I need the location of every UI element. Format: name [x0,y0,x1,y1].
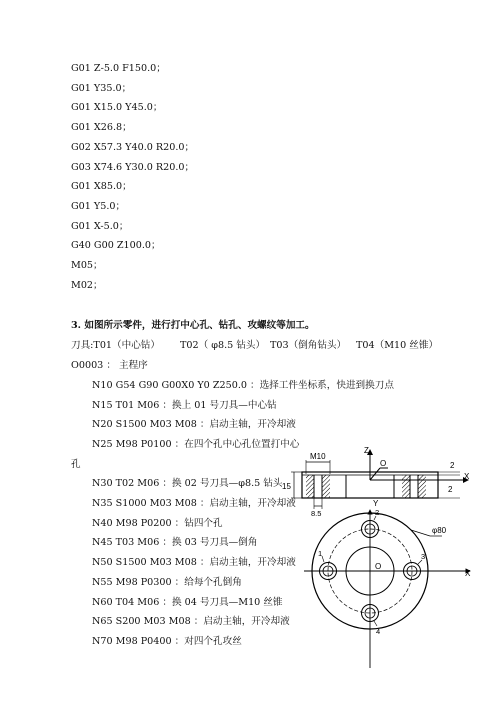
program-line: N15 T01 M06 ：换上 01 号刀具—中心钻 [92,400,277,411]
label-z-axis: Z [364,446,369,455]
program-line: N55 M98 P0300 ：给每个孔倒角 [92,577,242,588]
label-y-axis: Y [373,499,379,508]
program-line: N70 M98 P0400 ：对四个孔攻丝 [92,636,242,647]
label-dim-2-right: 2 [448,485,453,494]
code-line: G01 Z-5.0 F150.0； [71,63,166,74]
program-line: N50 S1500 M03 M08 ：启动主轴，开冷却液 [92,557,296,568]
code-line: G01 X26.8； [71,122,132,133]
program-title: O0003 ： 主程序 [71,360,148,371]
label-x-axis-plan: X [465,569,471,578]
program-line: N25 M98 P0100 ：在四个孔中心孔位置打中心 [92,439,300,450]
code-line: G02 X57.3 Y40.0 R20.0； [71,142,195,153]
code-line: G01 X-5.0； [71,221,129,232]
label-phi80: φ80 [432,526,447,535]
code-line: G01 X15.0 Y45.0； [71,102,163,113]
code-line: G40 G00 Z100.0； [71,240,161,251]
program-line: N35 S1000 M03 M08 ：启动主轴，开冷却液 [92,498,296,509]
program-line: N65 S200 M03 M08 ：启动主轴，开冷却液 [92,616,290,627]
label-origin-center: O [375,562,382,571]
code-line: G01 Y5.0； [71,201,126,212]
code-line: G01 Y35.0； [71,83,132,94]
label-hole-2: 2 [375,508,380,517]
tool-t03: T03（倒角钻头） [270,340,347,351]
label-x-axis-side: X [464,472,470,481]
code-line: G01 X85.0； [71,181,132,192]
label-hole-3: 3 [421,552,426,561]
label-hole-1: 1 [318,549,323,558]
problem-heading: 3. 如图所示零件，进行打中心孔、钻孔、攻螺纹等加工。 [71,320,315,331]
tool-t01: 刀具:T01（中心钻） [71,340,160,351]
program-line: N10 G54 G90 G00X0 Y0 Z250.0 ：选择工件坐标系，快进到换刀点 [92,380,394,391]
label-dim-2-top: 2 [450,461,455,470]
program-line: N40 M98 P0200 ：钻四个孔 [92,518,223,529]
tool-t04: T04（M10 丝锥） [356,340,439,351]
code-line: M05； [71,260,103,271]
label-m10: M10 [310,452,326,461]
code-line: G03 X74.6 Y30.0 R20.0； [71,162,195,173]
program-line: N45 T03 M06 ：换 03 号刀具—倒角 [92,537,258,548]
program-line: N30 T02 M06 ：换 02 号刀具—φ8.5 钻头 [92,478,283,489]
tool-t02: T02（ φ8.5 钻头） [180,340,266,351]
label-origin-top: O [380,459,387,468]
program-line: N20 S1500 M03 M08 ：启动主轴，开冷却液 [92,419,296,430]
program-line: 孔 [71,459,81,470]
label-dim-15: 15 [282,482,291,491]
part-drawing [280,440,480,690]
program-line: N60 T04 M06 ：换 04 号刀具—M10 丝锥 [92,597,283,608]
label-dim-8-5: 8.5 [311,509,322,518]
label-hole-4: 4 [376,627,381,636]
code-line: M02； [71,280,103,291]
